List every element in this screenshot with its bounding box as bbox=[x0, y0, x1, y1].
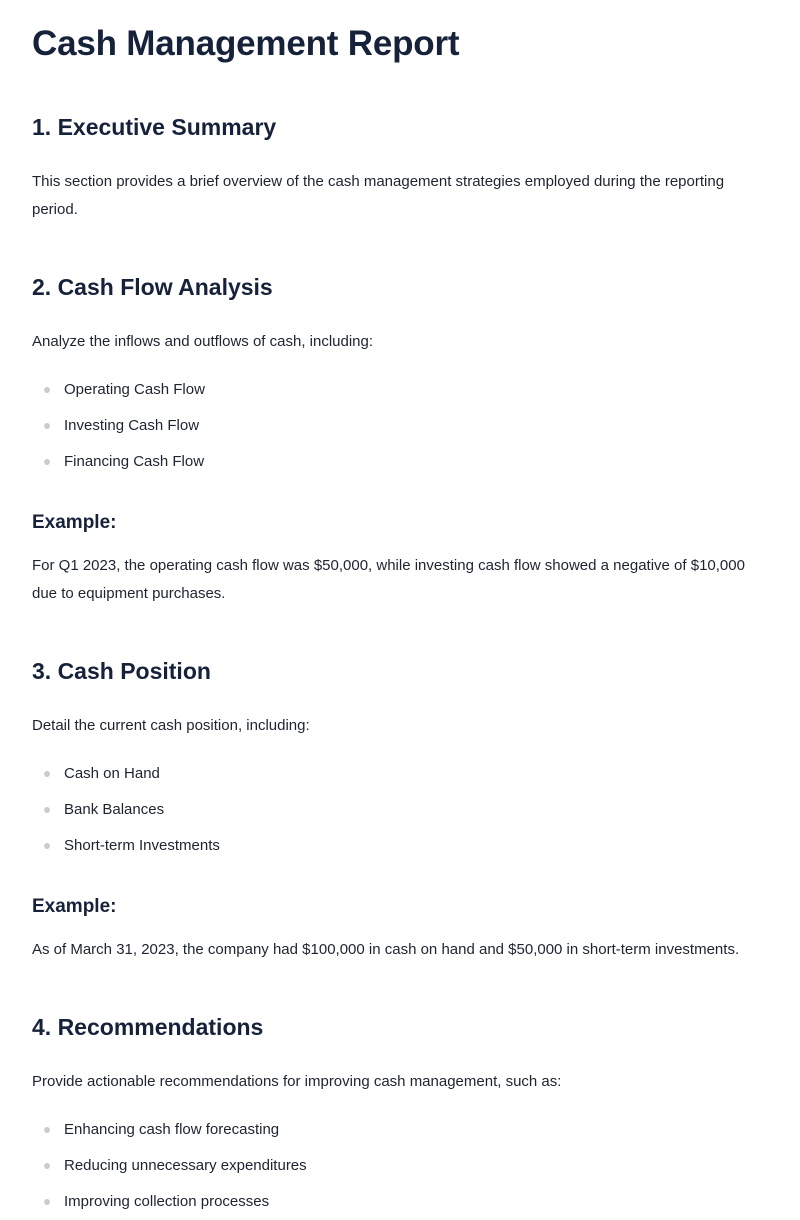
section-heading-recommendations: 4. Recommendations bbox=[32, 1014, 264, 1040]
list-item-label: Reducing unnecessary expenditures bbox=[64, 1157, 307, 1174]
bullet-icon bbox=[44, 387, 50, 393]
example-heading: Example: bbox=[32, 512, 117, 533]
bullet-icon bbox=[44, 843, 50, 849]
page-title: Cash Management Report bbox=[32, 24, 460, 63]
list-item-label: Short-term Investments bbox=[64, 837, 220, 854]
recommendations-list bbox=[32, 1112, 307, 1220]
list-item bbox=[32, 1112, 307, 1148]
recommendations-intro: Provide actionable recommendations for improving cash management, such as: bbox=[32, 1073, 562, 1090]
section-heading-cash-flow-analysis: 2. Cash Flow Analysis bbox=[32, 274, 273, 300]
list-item bbox=[32, 1184, 307, 1220]
bullet-icon bbox=[44, 807, 50, 813]
list-item bbox=[32, 408, 205, 444]
list-item-label: Cash on Hand bbox=[64, 765, 160, 782]
bullet-icon bbox=[44, 459, 50, 465]
cash-flow-list bbox=[32, 372, 205, 480]
bullet-icon bbox=[44, 1127, 50, 1133]
list-item-label: Investing Cash Flow bbox=[64, 417, 200, 434]
cash-position-intro: Detail the current cash position, including: bbox=[32, 717, 310, 734]
bullet-icon bbox=[44, 423, 50, 429]
list-item-label: Enhancing cash flow forecasting bbox=[64, 1121, 280, 1138]
bullet-icon bbox=[44, 771, 50, 777]
section-heading-cash-position: 3. Cash Position bbox=[32, 658, 211, 684]
list-item bbox=[32, 756, 220, 792]
list-item bbox=[32, 792, 220, 828]
list-item-label: Operating Cash Flow bbox=[64, 381, 205, 398]
cash-flow-intro: Analyze the inflows and outflows of cash, including: bbox=[32, 333, 374, 350]
cash-position-list bbox=[32, 756, 220, 864]
section-heading-executive-summary: 1. Executive Summary bbox=[32, 114, 277, 140]
executive-summary-text: This section provides a brief overview of the cash management strategies employed during the reporting period. bbox=[32, 173, 725, 218]
list-item-label: Bank Balances bbox=[64, 801, 165, 818]
list-item bbox=[32, 444, 205, 480]
example-text: For Q1 2023, the operating cash flow was $50,000, while investing cash flow showed a negative of $10,000 due to equipment purchases. bbox=[32, 557, 745, 602]
bullet-icon bbox=[44, 1163, 50, 1169]
example-text: As of March 31, 2023, the company had $100,000 in cash on hand and $50,000 in short-term investments. bbox=[32, 941, 740, 958]
list-item-label: Financing Cash Flow bbox=[64, 453, 205, 470]
list-item bbox=[32, 828, 220, 864]
example-heading: Example: bbox=[32, 896, 117, 917]
list-item bbox=[32, 1148, 307, 1184]
list-item-label: Improving collection processes bbox=[64, 1193, 270, 1210]
list-item bbox=[32, 372, 205, 408]
